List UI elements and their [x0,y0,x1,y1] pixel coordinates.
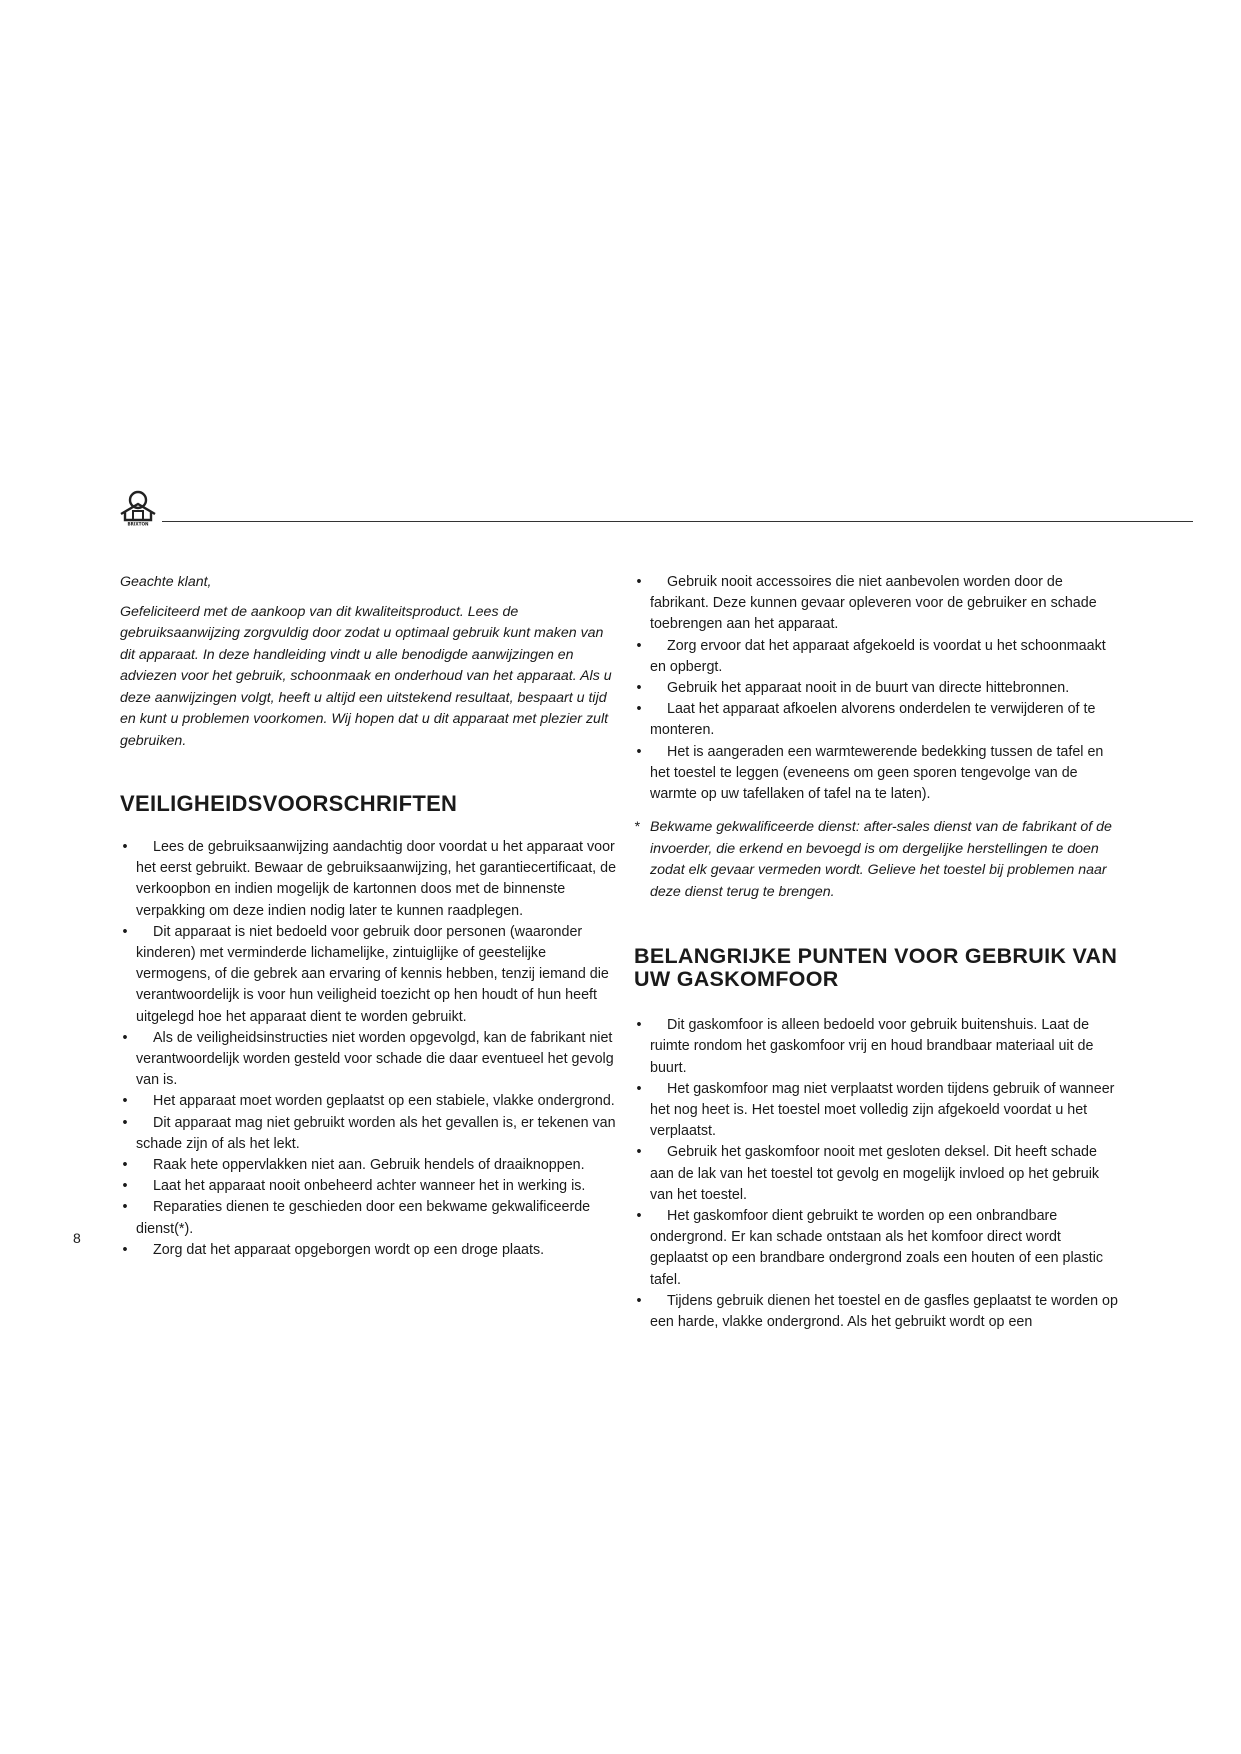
list-item: • Raak hete oppervlakken niet aan. Gebruik hendels of draaiknoppen. [122,1157,585,1174]
list-item: • Zorg dat het apparaat opgeborgen wordt op een droge plaats. [122,1241,545,1258]
footnote [634,817,1118,903]
list-item: • Tijdens gebruik dienen het toestel en de gasfles geplaatst te worden op een harde, vlakke ondergrond. Als het gebruikt wordt op een [636,1292,1118,1331]
header-divider [162,521,1193,522]
left-column [120,572,620,1261]
right-column [634,572,1118,1333]
safety-list [120,837,620,1261]
footnote-text: Bekwame gekwalificeerde dienst: after-sales dienst van de fabrikant of de invoerder, die erkend en bevoegd is om dergelijke herstellingen te doen zodat elk gevaar vermeden wordt. Gelieve het toestel bij problemen naar deze dienst terug te brengen. [650,819,1112,900]
list-item: • Het apparaat moet worden geplaatst op een stabiele, vlakke ondergrond. [122,1093,615,1110]
list-item: • Het gaskomfoor mag niet verplaatst worden tijdens gebruik of wanneer het nog heet is. Het toestel moet volledig zijn afgekoeld voordat u het verplaatst. [636,1080,1115,1140]
page-number: 8 [73,1230,81,1246]
list-item: • Dit apparaat is niet bedoeld voor gebruik door personen (waaronder kinderen) met verminderde lichamelijke, zintuiglijke of geestelijke vermogens, of die gebrek aan ervaring of kennis hebben, tenzij iemand die verantwoordelijk is voor hun veiligheid toezicht op hen houdt of hun heeft uitgelegd hoe het apparaat dient te worden gebruikt. [122,923,609,1025]
svg-text:BRIXTON: BRIXTON [127,521,149,526]
list-item: • Dit gaskomfoor is alleen bedoeld voor gebruik buitenshuis. Laat de ruimte rondom het gaskomfoor vrij en houd brandbaar materiaal uit de buurt. [636,1017,1094,1076]
list-item: • Reparaties dienen te geschieden door een bekwame gekwalificeerde dienst(*). [122,1199,591,1237]
list-item: • Het is aangeraden een warmtewerende bedekking tussen de tafel en het toestel te leggen (eveneens om geen sporen tengevolge van de warmte op uw tafellaken of tafel na te laten). [636,743,1104,803]
list-item: • Laat het apparaat nooit onbeheerd achter wanneer het in werking is. [122,1178,586,1195]
brand-logo [118,490,158,526]
list-item: • Lees de gebruiksaanwijzing aandachtig door voordat u het apparaat voor het eerst gebruikt. Bewaar de gebruiksaanwijzing, het garantiecertificaat, de verkoopbon en indien mogelijk de kartonnen doos met de binnenste verpakking om deze indien nodig later te kunnen raadplegen. [122,839,617,919]
list-item: • Gebruik het apparaat nooit in de buurt van directe hittebronnen. [636,680,1070,697]
list-item: • Gebruik nooit accessoires die niet aanbevolen worden door de fabrikant. Deze kunnen gevaar opleveren voor de gebruiker en schade toebrengen aan het apparaat. [636,574,1097,633]
safety-list-continued [634,572,1118,805]
list-item: • Het gaskomfoor dient gebruikt te worden op een onbrandbare ondergrond. Er kan schade ontstaan als het komfoor direct wordt geplaatst op een brandbare ondergrond zoals een houten of een plastic tafel. [636,1208,1104,1288]
list-item: • Gebruik het gaskomfoor nooit met gesloten deksel. Dit heeft schade aan de lak van het toestel tot gevolg en mogelijk invloed op het gebruik van het toestel. [636,1144,1100,1203]
list-item: • Zorg ervoor dat het apparaat afgekoeld is voordat u het schoonmaakt en opbergt. [636,637,1106,675]
list-item: • Laat het apparaat afkoelen alvorens onderdelen te verwijderen of te monteren. [636,701,1096,739]
gas-stove-list [634,1015,1118,1333]
list-item: • Als de veiligheidsinstructies niet worden opgevolgd, kan de fabrikant niet verantwoordelijk worden gesteld voor schade die daar eventueel het gevolg van is. [122,1029,614,1089]
list-item: • Dit apparaat mag niet gebruikt worden als het gevallen is, er tekenen van schade zijn of als het lekt. [122,1114,616,1152]
intro-paragraph: Gefeliciteerd met de aankoop van dit kwaliteitsproduct. Lees de gebruiksaanwijzing zorgvuldig door zodat u optimaal gebruik kunt maken van dit apparaat. In deze handleiding vindt u alle benodigde aanwijzingen en adviezen voor het gebruik, schoonmaak en onderhoud van het apparaat. Als u deze aanwijzingen volgt, heeft u altijd een uitstekend resultaat, bespaart u tijd en kunt u problemen voorkomen. Wij hopen dat u dit apparaat met plezier zult gebruiken. [120,603,612,749]
greeting: Geachte klant, [120,574,212,590]
house-logo-icon [118,490,158,526]
footnote-mark: * [634,819,640,836]
safety-heading: VEILIGHEIDSVOORSCHRIFTEN [120,791,458,816]
gas-stove-heading: BELANGRIJKE PUNTEN VOOR GEBRUIK VAN UW GASKOMFOOR [634,944,1118,992]
